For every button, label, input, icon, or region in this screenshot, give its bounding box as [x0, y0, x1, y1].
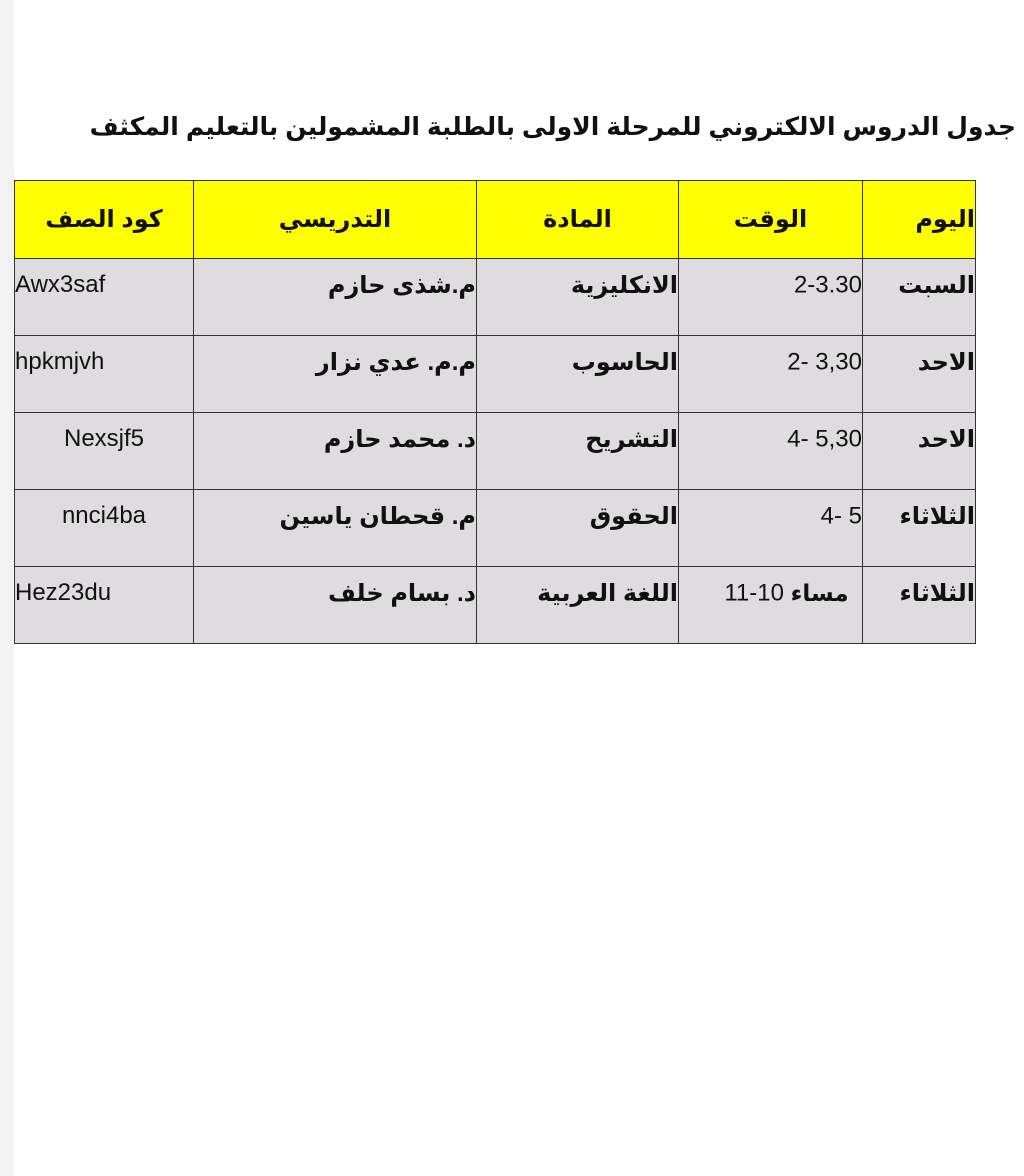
- day-cell: السبت: [863, 259, 976, 336]
- class-code-cell: Nexsjf5: [15, 413, 194, 490]
- class-code-cell: Awx3saf: [15, 259, 194, 336]
- class-code-cell: Hez23du: [15, 567, 194, 644]
- table-row: [15, 490, 976, 567]
- time-cell: [679, 490, 863, 567]
- time-value: 4- 5: [820, 502, 862, 530]
- teacher-cell: م.شذى حازم: [194, 259, 477, 336]
- document-page: [14, 0, 1024, 1176]
- day-cell: الثلاثاء: [863, 490, 976, 567]
- day-cell: الثلاثاء: [863, 567, 976, 644]
- table-header-row: [15, 181, 976, 259]
- header-teacher: التدريسي: [194, 181, 477, 259]
- teacher-cell: م. قحطان ياسين: [194, 490, 477, 567]
- header-day: اليوم: [863, 181, 976, 259]
- table-row: [15, 259, 976, 336]
- time-suffix: مساء: [790, 580, 849, 607]
- time-cell: [679, 336, 863, 413]
- subject-cell: الحاسوب: [477, 336, 679, 413]
- time-value: 4- 5,30: [787, 425, 862, 453]
- time-value: 2-3.30: [793, 271, 862, 299]
- table-row: [15, 567, 976, 644]
- teacher-cell: د. محمد حازم: [194, 413, 477, 490]
- time-cell: [679, 567, 863, 644]
- document-title: جدول الدروس الالكتروني للمرحلة الاولى بالطلبة المشمولين بالتعليم المكثف: [89, 113, 1016, 141]
- header-subject: المادة: [477, 181, 679, 259]
- table-row: [15, 413, 976, 490]
- day-cell: الاحد: [863, 413, 976, 490]
- day-cell: الاحد: [863, 336, 976, 413]
- subject-cell: اللغة العربية: [477, 567, 679, 644]
- subject-cell: الحقوق: [477, 490, 679, 567]
- class-code-cell: nnci4ba: [15, 490, 194, 567]
- subject-cell: الانكليزية: [477, 259, 679, 336]
- teacher-cell: م.م. عدي نزار: [194, 336, 477, 413]
- time-cell: [679, 413, 863, 490]
- time-value: 10-11: [724, 579, 784, 607]
- time-cell: [679, 259, 863, 336]
- schedule-table: [14, 180, 976, 644]
- header-code: كود الصف: [15, 181, 194, 259]
- teacher-cell: د. بسام خلف: [194, 567, 477, 644]
- subject-cell: التشريح: [477, 413, 679, 490]
- header-time: الوقت: [679, 181, 863, 259]
- table-row: [15, 336, 976, 413]
- time-value: 2- 3,30: [787, 348, 862, 376]
- class-code-cell: hpkmjvh: [15, 336, 194, 413]
